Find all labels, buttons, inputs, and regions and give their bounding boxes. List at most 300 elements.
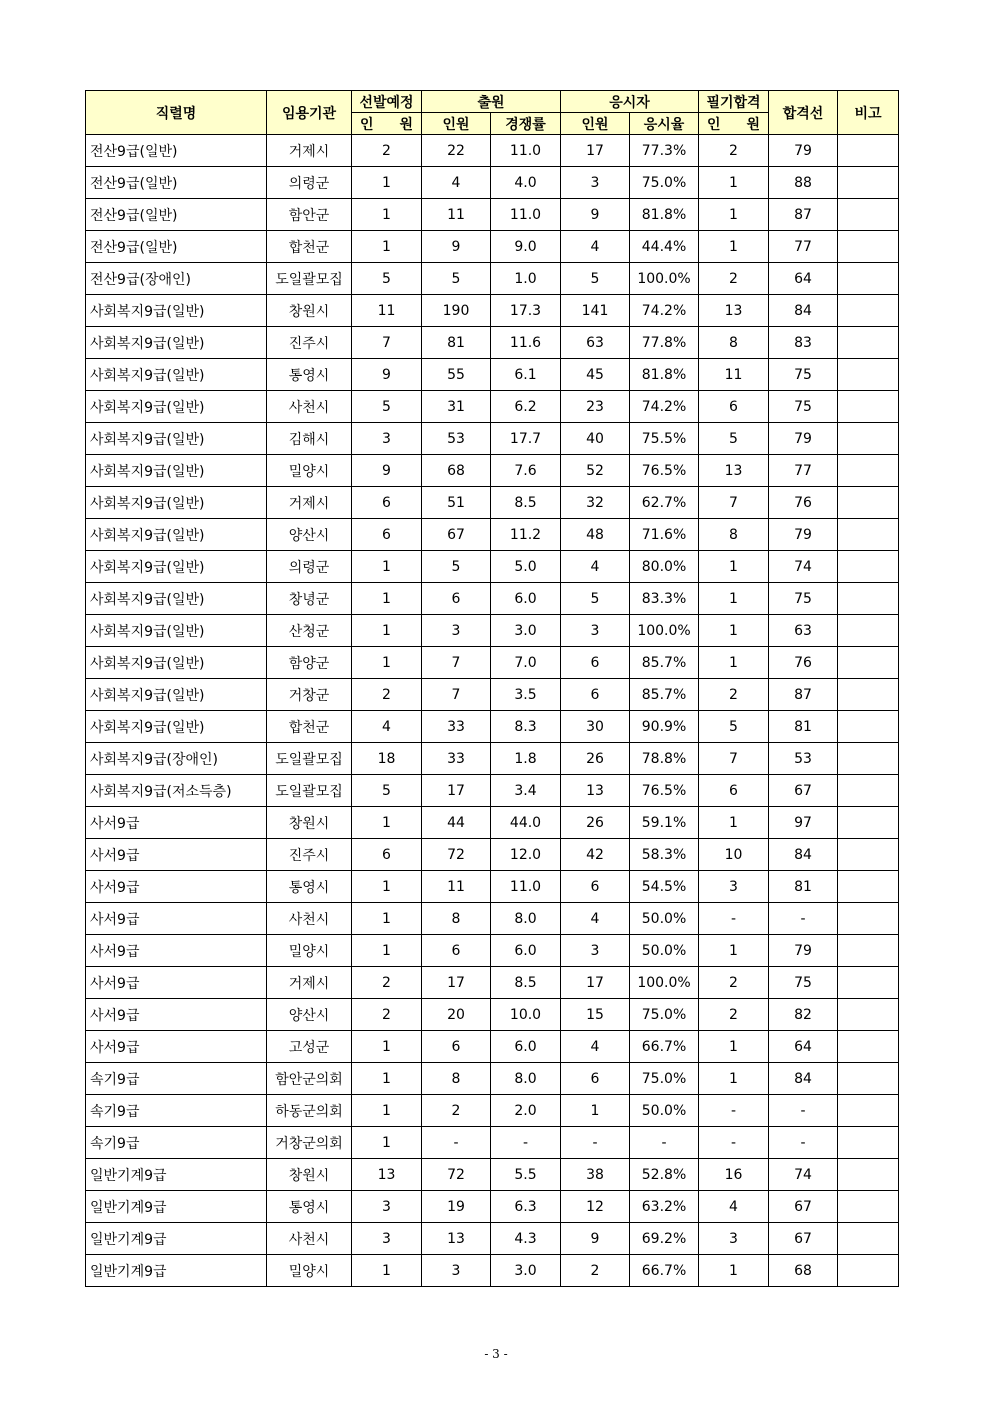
cell-written-pass: 2 bbox=[699, 135, 769, 167]
cell-written-pass: 1 bbox=[699, 231, 769, 263]
cell-attendance-rate: 100.0% bbox=[630, 967, 699, 999]
cell-remarks bbox=[838, 1127, 899, 1159]
cell-remarks bbox=[838, 359, 899, 391]
cell-planned: 1 bbox=[352, 199, 422, 231]
header-agency: 임용기관 bbox=[267, 91, 352, 135]
cell-remarks bbox=[838, 487, 899, 519]
cell-examinees: - bbox=[561, 1127, 630, 1159]
cell-position: 전산9급(일반) bbox=[86, 231, 267, 263]
cell-position: 사회복지9급(일반) bbox=[86, 359, 267, 391]
cell-written-pass: 1 bbox=[699, 1063, 769, 1095]
table-row bbox=[86, 871, 899, 903]
cell-remarks bbox=[838, 199, 899, 231]
cell-remarks bbox=[838, 871, 899, 903]
cell-examinees: 141 bbox=[561, 295, 630, 327]
cell-agency: 함양군 bbox=[267, 647, 352, 679]
cell-cutoff: 77 bbox=[769, 455, 838, 487]
cell-attendance-rate: 80.0% bbox=[630, 551, 699, 583]
cell-cutoff: 87 bbox=[769, 679, 838, 711]
cell-applicants: 7 bbox=[422, 679, 491, 711]
cell-agency: 함안군의회 bbox=[267, 1063, 352, 1095]
cell-written-pass: 1 bbox=[699, 807, 769, 839]
cell-examinees: 6 bbox=[561, 679, 630, 711]
cell-planned: 5 bbox=[352, 391, 422, 423]
cell-examinees: 26 bbox=[561, 743, 630, 775]
cell-cutoff: 64 bbox=[769, 263, 838, 295]
cell-attendance-rate: 63.2% bbox=[630, 1191, 699, 1223]
cell-agency: 통영시 bbox=[267, 871, 352, 903]
cell-applicants: 6 bbox=[422, 935, 491, 967]
cell-examinees: 1 bbox=[561, 1095, 630, 1127]
cell-remarks bbox=[838, 295, 899, 327]
cell-cutoff: - bbox=[769, 1127, 838, 1159]
cell-agency: 사천시 bbox=[267, 391, 352, 423]
cell-agency: 통영시 bbox=[267, 1191, 352, 1223]
cell-written-pass: 7 bbox=[699, 487, 769, 519]
cell-planned: 5 bbox=[352, 775, 422, 807]
cell-competition-rate: 17.3 bbox=[491, 295, 561, 327]
cell-applicants: 4 bbox=[422, 167, 491, 199]
cell-position: 사회복지9급(저소득층) bbox=[86, 775, 267, 807]
cell-competition-rate: 6.2 bbox=[491, 391, 561, 423]
cell-position: 사서9급 bbox=[86, 967, 267, 999]
cell-agency: 밀양시 bbox=[267, 935, 352, 967]
cell-planned: 1 bbox=[352, 647, 422, 679]
cell-examinees: 5 bbox=[561, 583, 630, 615]
cell-applicants: 44 bbox=[422, 807, 491, 839]
cell-cutoff: 68 bbox=[769, 1255, 838, 1287]
cell-written-pass: 4 bbox=[699, 1191, 769, 1223]
cell-position: 사서9급 bbox=[86, 999, 267, 1031]
cell-examinees: 2 bbox=[561, 1255, 630, 1287]
cell-examinees: 3 bbox=[561, 167, 630, 199]
cell-position: 사회복지9급(일반) bbox=[86, 615, 267, 647]
cell-cutoff: 84 bbox=[769, 295, 838, 327]
cell-remarks bbox=[838, 679, 899, 711]
cell-attendance-rate: 74.2% bbox=[630, 295, 699, 327]
cell-agency: 창원시 bbox=[267, 295, 352, 327]
table-row bbox=[86, 775, 899, 807]
table-row bbox=[86, 1191, 899, 1223]
cell-attendance-rate: 50.0% bbox=[630, 1095, 699, 1127]
cell-competition-rate: 8.3 bbox=[491, 711, 561, 743]
cell-attendance-rate: 50.0% bbox=[630, 935, 699, 967]
cell-attendance-rate: 44.4% bbox=[630, 231, 699, 263]
cell-remarks bbox=[838, 391, 899, 423]
cell-competition-rate: 11.0 bbox=[491, 871, 561, 903]
cell-applicants: 20 bbox=[422, 999, 491, 1031]
table-row bbox=[86, 1095, 899, 1127]
header-remarks: 비고 bbox=[838, 91, 899, 135]
cell-position: 사회복지9급(일반) bbox=[86, 519, 267, 551]
cell-attendance-rate: 85.7% bbox=[630, 647, 699, 679]
cell-position: 사서9급 bbox=[86, 839, 267, 871]
cell-cutoff: 77 bbox=[769, 231, 838, 263]
cell-agency: 산청군 bbox=[267, 615, 352, 647]
table-row bbox=[86, 487, 899, 519]
table-row bbox=[86, 583, 899, 615]
cell-applicants: 17 bbox=[422, 967, 491, 999]
cell-attendance-rate: 90.9% bbox=[630, 711, 699, 743]
cell-written-pass: 1 bbox=[699, 551, 769, 583]
cell-planned: 11 bbox=[352, 295, 422, 327]
cell-planned: 1 bbox=[352, 1031, 422, 1063]
results-table bbox=[85, 90, 899, 1287]
cell-position: 속기9급 bbox=[86, 1095, 267, 1127]
cell-examinees: 4 bbox=[561, 903, 630, 935]
cell-applicants: 31 bbox=[422, 391, 491, 423]
cell-applicants: 11 bbox=[422, 199, 491, 231]
cell-position: 사회복지9급(일반) bbox=[86, 391, 267, 423]
cell-competition-rate: 6.3 bbox=[491, 1191, 561, 1223]
cell-examinees: 3 bbox=[561, 615, 630, 647]
cell-applicants: - bbox=[422, 1127, 491, 1159]
cell-competition-rate: 11.6 bbox=[491, 327, 561, 359]
table-row bbox=[86, 423, 899, 455]
table-row bbox=[86, 263, 899, 295]
cell-remarks bbox=[838, 743, 899, 775]
cell-cutoff: 82 bbox=[769, 999, 838, 1031]
cell-competition-rate: 6.0 bbox=[491, 935, 561, 967]
header-applicants-count: 인원 bbox=[422, 113, 491, 135]
cell-position: 일반기계9급 bbox=[86, 1255, 267, 1287]
cell-applicants: 7 bbox=[422, 647, 491, 679]
cell-examinees: 3 bbox=[561, 935, 630, 967]
cell-cutoff: 74 bbox=[769, 1159, 838, 1191]
table-body bbox=[86, 135, 899, 1287]
cell-planned: 5 bbox=[352, 263, 422, 295]
cell-position: 전산9급(일반) bbox=[86, 199, 267, 231]
cell-planned: 3 bbox=[352, 423, 422, 455]
cell-position: 사회복지9급(일반) bbox=[86, 455, 267, 487]
cell-agency: 사천시 bbox=[267, 903, 352, 935]
cell-written-pass: 8 bbox=[699, 519, 769, 551]
cell-attendance-rate: 50.0% bbox=[630, 903, 699, 935]
cell-remarks bbox=[838, 327, 899, 359]
cell-cutoff: 88 bbox=[769, 167, 838, 199]
cell-remarks bbox=[838, 775, 899, 807]
cell-position: 전산9급(일반) bbox=[86, 167, 267, 199]
cell-attendance-rate: 59.1% bbox=[630, 807, 699, 839]
cell-remarks bbox=[838, 1255, 899, 1287]
cell-written-pass: 1 bbox=[699, 167, 769, 199]
cell-cutoff: 79 bbox=[769, 423, 838, 455]
cell-applicants: 190 bbox=[422, 295, 491, 327]
cell-applicants: 67 bbox=[422, 519, 491, 551]
cell-attendance-rate: 71.6% bbox=[630, 519, 699, 551]
cell-applicants: 5 bbox=[422, 551, 491, 583]
cell-agency: 거창군의회 bbox=[267, 1127, 352, 1159]
cell-attendance-rate: 76.5% bbox=[630, 455, 699, 487]
cell-applicants: 3 bbox=[422, 615, 491, 647]
cell-position: 사서9급 bbox=[86, 903, 267, 935]
cell-position: 사회복지9급(일반) bbox=[86, 647, 267, 679]
cell-cutoff: 79 bbox=[769, 135, 838, 167]
cell-competition-rate: 2.0 bbox=[491, 1095, 561, 1127]
cell-agency: 거제시 bbox=[267, 135, 352, 167]
cell-written-pass: 3 bbox=[699, 871, 769, 903]
cell-applicants: 22 bbox=[422, 135, 491, 167]
cell-planned: 1 bbox=[352, 903, 422, 935]
cell-competition-rate: 1.8 bbox=[491, 743, 561, 775]
cell-written-pass: 6 bbox=[699, 775, 769, 807]
cell-written-pass: 1 bbox=[699, 1031, 769, 1063]
cell-written-pass: 11 bbox=[699, 359, 769, 391]
cell-cutoff: 75 bbox=[769, 359, 838, 391]
cell-remarks bbox=[838, 231, 899, 263]
header-attendance-rate: 응시율 bbox=[630, 113, 699, 135]
cell-planned: 13 bbox=[352, 1159, 422, 1191]
cell-competition-rate: 7.0 bbox=[491, 647, 561, 679]
cell-position: 전산9급(장애인) bbox=[86, 263, 267, 295]
cell-cutoff: 63 bbox=[769, 615, 838, 647]
cell-examinees: 45 bbox=[561, 359, 630, 391]
cell-cutoff: 81 bbox=[769, 711, 838, 743]
cell-agency: 김해시 bbox=[267, 423, 352, 455]
cell-planned: 1 bbox=[352, 167, 422, 199]
cell-attendance-rate: 81.8% bbox=[630, 359, 699, 391]
header-applicants-group: 출원 bbox=[422, 91, 561, 113]
header-cutoff: 합격선 bbox=[769, 91, 838, 135]
cell-competition-rate: 5.5 bbox=[491, 1159, 561, 1191]
table-row bbox=[86, 167, 899, 199]
cell-attendance-rate: 85.7% bbox=[630, 679, 699, 711]
cell-applicants: 2 bbox=[422, 1095, 491, 1127]
cell-agency: 도일괄모집 bbox=[267, 743, 352, 775]
cell-written-pass: 1 bbox=[699, 935, 769, 967]
cell-written-pass: 3 bbox=[699, 1223, 769, 1255]
cell-remarks bbox=[838, 551, 899, 583]
header-examinees-count: 인원 bbox=[561, 113, 630, 135]
cell-competition-rate: 4.3 bbox=[491, 1223, 561, 1255]
cell-cutoff: 97 bbox=[769, 807, 838, 839]
cell-examinees: 9 bbox=[561, 199, 630, 231]
cell-position: 사회복지9급(일반) bbox=[86, 423, 267, 455]
cell-planned: 1 bbox=[352, 1095, 422, 1127]
header-planned-bottom-a: 인 bbox=[360, 116, 374, 133]
cell-position: 사서9급 bbox=[86, 871, 267, 903]
cell-remarks bbox=[838, 455, 899, 487]
cell-cutoff: 74 bbox=[769, 551, 838, 583]
cell-planned: 1 bbox=[352, 1255, 422, 1287]
table-row bbox=[86, 455, 899, 487]
cell-agency: 의령군 bbox=[267, 167, 352, 199]
cell-remarks bbox=[838, 999, 899, 1031]
cell-written-pass: 1 bbox=[699, 1255, 769, 1287]
cell-written-pass: - bbox=[699, 903, 769, 935]
cell-attendance-rate: 83.3% bbox=[630, 583, 699, 615]
table-row bbox=[86, 1159, 899, 1191]
table-row bbox=[86, 1223, 899, 1255]
cell-agency: 의령군 bbox=[267, 551, 352, 583]
cell-written-pass: 7 bbox=[699, 743, 769, 775]
cell-examinees: 6 bbox=[561, 647, 630, 679]
cell-planned: 6 bbox=[352, 839, 422, 871]
cell-examinees: 42 bbox=[561, 839, 630, 871]
cell-agency: 합천군 bbox=[267, 231, 352, 263]
cell-position: 사회복지9급(장애인) bbox=[86, 743, 267, 775]
cell-examinees: 5 bbox=[561, 263, 630, 295]
cell-examinees: 48 bbox=[561, 519, 630, 551]
cell-applicants: 6 bbox=[422, 1031, 491, 1063]
table-row bbox=[86, 551, 899, 583]
table-row bbox=[86, 903, 899, 935]
cell-agency: 밀양시 bbox=[267, 455, 352, 487]
table-row bbox=[86, 679, 899, 711]
table-row bbox=[86, 711, 899, 743]
cell-examinees: 17 bbox=[561, 967, 630, 999]
cell-written-pass: 5 bbox=[699, 423, 769, 455]
cell-planned: 7 bbox=[352, 327, 422, 359]
cell-planned: 2 bbox=[352, 999, 422, 1031]
cell-remarks bbox=[838, 519, 899, 551]
header-written-pass-top: 필기합격 bbox=[699, 91, 769, 113]
cell-position: 속기9급 bbox=[86, 1063, 267, 1095]
table-row bbox=[86, 935, 899, 967]
cell-attendance-rate: 76.5% bbox=[630, 775, 699, 807]
cell-competition-rate: 3.5 bbox=[491, 679, 561, 711]
cell-position: 사회복지9급(일반) bbox=[86, 295, 267, 327]
cell-position: 사회복지9급(일반) bbox=[86, 487, 267, 519]
cell-remarks bbox=[838, 935, 899, 967]
cell-applicants: 9 bbox=[422, 231, 491, 263]
cell-attendance-rate: 77.8% bbox=[630, 327, 699, 359]
cell-planned: 2 bbox=[352, 967, 422, 999]
cell-attendance-rate: 75.5% bbox=[630, 423, 699, 455]
cell-examinees: 30 bbox=[561, 711, 630, 743]
cell-competition-rate: 3.4 bbox=[491, 775, 561, 807]
table-row bbox=[86, 519, 899, 551]
cell-examinees: 15 bbox=[561, 999, 630, 1031]
cell-remarks bbox=[838, 1191, 899, 1223]
cell-agency: 창원시 bbox=[267, 807, 352, 839]
table-row bbox=[86, 135, 899, 167]
table-row bbox=[86, 647, 899, 679]
cell-cutoff: - bbox=[769, 903, 838, 935]
cell-attendance-rate: 52.8% bbox=[630, 1159, 699, 1191]
cell-planned: 9 bbox=[352, 455, 422, 487]
cell-cutoff: - bbox=[769, 1095, 838, 1127]
cell-cutoff: 75 bbox=[769, 583, 838, 615]
header-written-pass-bottom-a: 인 bbox=[707, 116, 721, 133]
cell-cutoff: 87 bbox=[769, 199, 838, 231]
cell-agency: 함안군 bbox=[267, 199, 352, 231]
cell-competition-rate: 1.0 bbox=[491, 263, 561, 295]
cell-examinees: 32 bbox=[561, 487, 630, 519]
table-row bbox=[86, 1255, 899, 1287]
cell-agency: 도일괄모집 bbox=[267, 775, 352, 807]
cell-agency: 창원시 bbox=[267, 1159, 352, 1191]
cell-cutoff: 76 bbox=[769, 487, 838, 519]
cell-applicants: 6 bbox=[422, 583, 491, 615]
cell-examinees: 13 bbox=[561, 775, 630, 807]
cell-planned: 1 bbox=[352, 1127, 422, 1159]
cell-planned: 2 bbox=[352, 135, 422, 167]
cell-applicants: 13 bbox=[422, 1223, 491, 1255]
cell-agency: 거창군 bbox=[267, 679, 352, 711]
cell-planned: 1 bbox=[352, 807, 422, 839]
header-planned-top: 선발예정 bbox=[352, 91, 422, 113]
cell-position: 사서9급 bbox=[86, 935, 267, 967]
cell-position: 사회복지9급(일반) bbox=[86, 551, 267, 583]
cell-cutoff: 84 bbox=[769, 839, 838, 871]
cell-attendance-rate: 100.0% bbox=[630, 615, 699, 647]
cell-position: 사회복지9급(일반) bbox=[86, 711, 267, 743]
cell-applicants: 33 bbox=[422, 743, 491, 775]
header-planned-bottom-b: 원 bbox=[399, 116, 413, 133]
cell-remarks bbox=[838, 967, 899, 999]
cell-written-pass: - bbox=[699, 1095, 769, 1127]
cell-remarks bbox=[838, 1223, 899, 1255]
cell-remarks bbox=[838, 1095, 899, 1127]
cell-remarks bbox=[838, 1031, 899, 1063]
cell-position: 사회복지9급(일반) bbox=[86, 583, 267, 615]
cell-position: 일반기계9급 bbox=[86, 1191, 267, 1223]
cell-examinees: 17 bbox=[561, 135, 630, 167]
cell-written-pass: 1 bbox=[699, 647, 769, 679]
cell-remarks bbox=[838, 903, 899, 935]
cell-planned: 4 bbox=[352, 711, 422, 743]
table-row bbox=[86, 327, 899, 359]
cell-remarks bbox=[838, 615, 899, 647]
cell-applicants: 8 bbox=[422, 903, 491, 935]
cell-attendance-rate: 75.0% bbox=[630, 999, 699, 1031]
cell-cutoff: 75 bbox=[769, 967, 838, 999]
cell-applicants: 68 bbox=[422, 455, 491, 487]
cell-planned: 6 bbox=[352, 487, 422, 519]
cell-attendance-rate: 66.7% bbox=[630, 1031, 699, 1063]
cell-attendance-rate: 81.8% bbox=[630, 199, 699, 231]
cell-applicants: 3 bbox=[422, 1255, 491, 1287]
cell-agency: 창녕군 bbox=[267, 583, 352, 615]
cell-planned: 3 bbox=[352, 1191, 422, 1223]
table-row bbox=[86, 1127, 899, 1159]
cell-applicants: 72 bbox=[422, 839, 491, 871]
table-row bbox=[86, 1063, 899, 1095]
cell-agency: 합천군 bbox=[267, 711, 352, 743]
cell-agency: 거제시 bbox=[267, 967, 352, 999]
cell-examinees: 4 bbox=[561, 1031, 630, 1063]
cell-position: 속기9급 bbox=[86, 1127, 267, 1159]
cell-remarks bbox=[838, 167, 899, 199]
cell-attendance-rate: - bbox=[630, 1127, 699, 1159]
cell-competition-rate: 3.0 bbox=[491, 615, 561, 647]
cell-agency: 고성군 bbox=[267, 1031, 352, 1063]
cell-position: 사서9급 bbox=[86, 1031, 267, 1063]
cell-position: 사서9급 bbox=[86, 807, 267, 839]
cell-competition-rate: 7.6 bbox=[491, 455, 561, 487]
cell-examinees: 9 bbox=[561, 1223, 630, 1255]
cell-written-pass: - bbox=[699, 1127, 769, 1159]
cell-competition-rate: 8.5 bbox=[491, 487, 561, 519]
cell-examinees: 23 bbox=[561, 391, 630, 423]
cell-examinees: 63 bbox=[561, 327, 630, 359]
cell-position: 전산9급(일반) bbox=[86, 135, 267, 167]
cell-competition-rate: 9.0 bbox=[491, 231, 561, 263]
cell-applicants: 55 bbox=[422, 359, 491, 391]
cell-applicants: 5 bbox=[422, 263, 491, 295]
cell-written-pass: 10 bbox=[699, 839, 769, 871]
cell-cutoff: 75 bbox=[769, 391, 838, 423]
cell-attendance-rate: 62.7% bbox=[630, 487, 699, 519]
cell-written-pass: 2 bbox=[699, 263, 769, 295]
table-row bbox=[86, 1031, 899, 1063]
cell-cutoff: 64 bbox=[769, 1031, 838, 1063]
cell-competition-rate: 5.0 bbox=[491, 551, 561, 583]
cell-cutoff: 84 bbox=[769, 1063, 838, 1095]
header-examinees-group: 응시자 bbox=[561, 91, 699, 113]
cell-agency: 양산시 bbox=[267, 519, 352, 551]
